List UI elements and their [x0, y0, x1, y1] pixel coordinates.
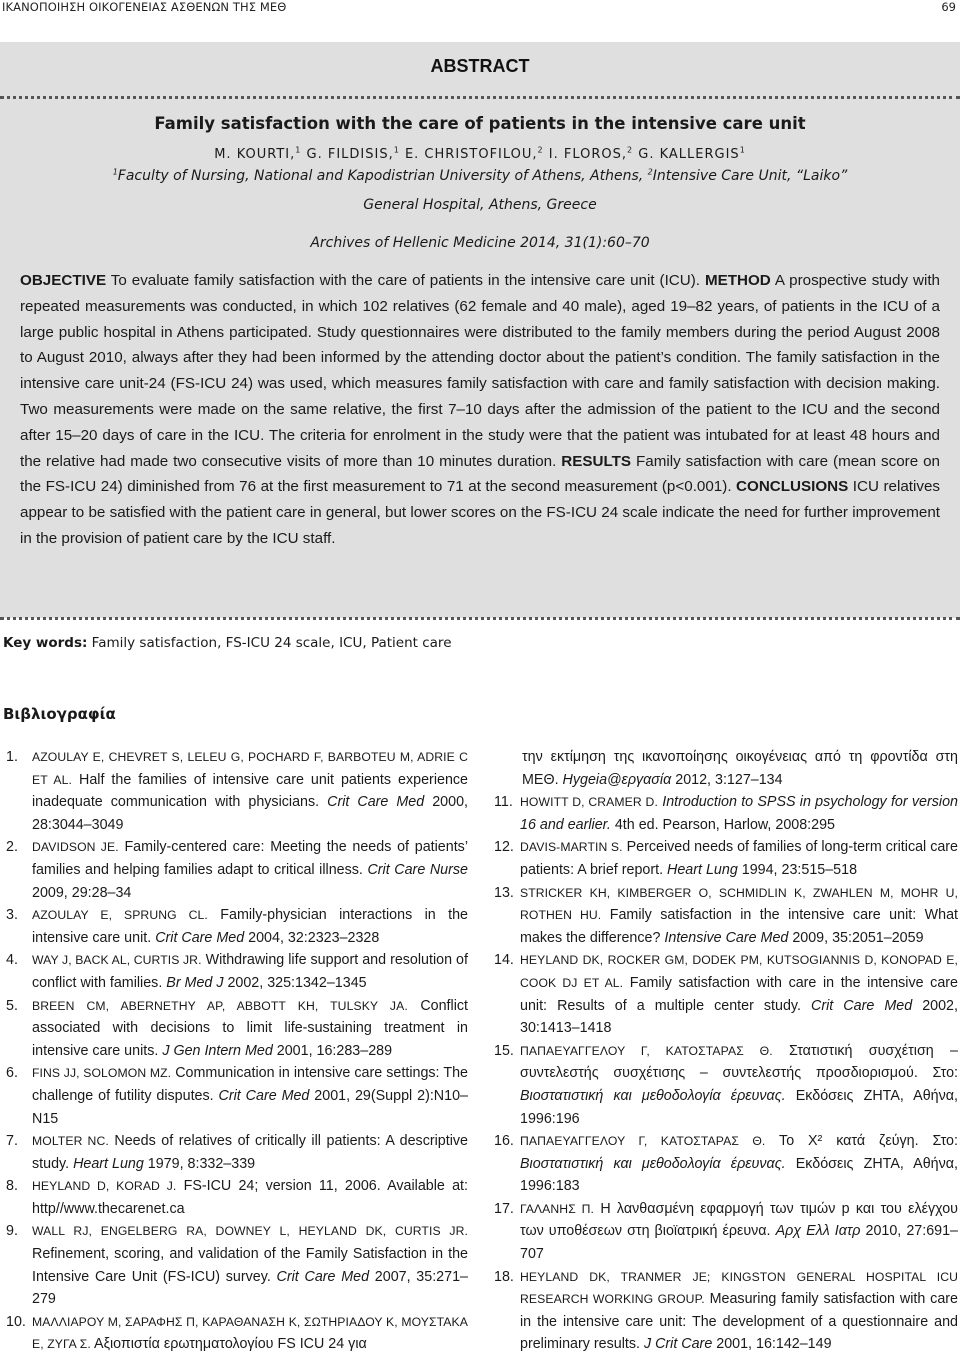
reference-number: 11. [494, 794, 513, 811]
reference-item [6, 995, 468, 1063]
results-label: RESULTS [561, 452, 632, 470]
reference-number: 8. [6, 1178, 18, 1195]
reference-text: Στατιστική συσχέτιση – συντελεστής συσχέτισης – συντελεστής προσδιορισμού. Στο: [520, 1042, 958, 1082]
reference-authors: DAVIS-MARTIN S. [520, 840, 623, 855]
dotted-divider-bottom [0, 617, 960, 620]
reference-authors: HEYLAND DK, ROCKER GM, DODEK PM, KUTSOGIANNIS D, KONOPAD E, COOK DJ ET AL. [520, 953, 958, 990]
reference-text: Withdrawing life support and resolution of conflict with families. [32, 952, 468, 991]
reference-text: Communication in intensive care settings: The challenge of futility disputes. [32, 1065, 468, 1104]
reference-item [6, 1175, 468, 1220]
method-label: METHOD [704, 272, 771, 289]
reference-source: J Crit Care [643, 1336, 713, 1353]
page-number: 69 [941, 0, 956, 14]
reference-text: Refinement, scoring, and validation of the Family Satisfaction in the Intensive Care Unit (FS-ICU) survey. [32, 1246, 468, 1285]
reference-source: Br Med J [166, 974, 224, 991]
reference-source: Introduction to SPSS in psychology for version 16 and earlier. [520, 794, 958, 833]
objective-label: OBJECTIVE [20, 272, 107, 289]
reference-authors: WAY J, BACK AL, CURTIS JR. [32, 953, 202, 968]
reference-source: Heart Lung [667, 861, 738, 878]
reference-authors: WALL RJ, ENGELBERG RA, DOWNEY L, HEYLAND DK, CURTIS JR. [32, 1224, 468, 1239]
reference-source: Crit Care Med [811, 997, 913, 1014]
reference-number: 10. [6, 1313, 26, 1330]
reference-text: Η λανθασμένη εφαρμογή των τιμών p και του ελέγχου των υποθέσεων στη βιοϊατρική έρευνα. [520, 1200, 959, 1240]
reference-authors: AZOULAY E, SPRUNG CL. [32, 908, 208, 923]
reference-item [494, 791, 958, 836]
reference-text: Needs of relatives of critically ill patients: A descriptive study. [32, 1133, 468, 1172]
reference-authors: ΠΑΠΑΕΥΑΓΓΕΛΟΥ Γ, ΚΑΤΟΣΤΑΡΑΣ Θ. [520, 1134, 766, 1149]
reference-source: Crit Care Med [155, 929, 245, 946]
reference-number: 7. [6, 1133, 18, 1150]
reference-details: Εκδόσεις ΖΗΤΑ, Αθήνα, 1996:183 [520, 1155, 958, 1195]
reference-authors: BREEN CM, ABERNETHY AP, ABBOTT KH, TULSKY JA. [32, 998, 408, 1013]
author: M. KOURTI, [214, 147, 296, 162]
references-right-column [494, 746, 958, 1356]
article-title: Family satisfaction with the care of patients in the intensive care unit [154, 114, 806, 133]
reference-number: 17. [494, 1200, 514, 1217]
reference-item [494, 1040, 958, 1130]
reference-text: Half the families of intensive care unit patients experience inadequate communication with physicians. [32, 771, 468, 811]
reference-details: 2001, 16:142–149 [712, 1336, 832, 1353]
reference-details: 2004, 32:2323–2328 [244, 929, 380, 946]
reference-number: 6. [6, 1065, 18, 1082]
reference-number: 2. [6, 839, 18, 856]
reference-text: FS-ICU 24; version 11, 2006. Available at: http//www.thecarenet.ca [32, 1178, 468, 1217]
reference-text: Family-physician interactions in the intensive care unit. [32, 907, 468, 946]
reference-authors: DAVIDSON JE. [32, 840, 119, 855]
reference-details: 2002, 30:1413–1418 [520, 997, 958, 1037]
reference-authors: ΜΑΛΛΙΑΡΟΥ Μ, ΣΑΡΑΦΗΣ Π, ΚΑΡΑΘΑΝΑΣΗ Κ, ΣΩΤΗΡΙΑΔΟΥ Κ, ΜΟΥΣΤΑΚΑ Ε, ΖΥΓΑ Σ. [32, 1314, 468, 1352]
reference-authors: MOLTER NC. [32, 1134, 109, 1149]
reference-source: Crit Care Med [327, 794, 425, 811]
reference-details: 1994, 23:515–518 [737, 861, 858, 878]
reference-text: Αξιοπιστία ερωτηματολογίου FS ICU 24 για [90, 1336, 367, 1353]
reference-number: 15. [494, 1042, 514, 1059]
reference-item [6, 1062, 468, 1130]
reference-item [494, 836, 958, 881]
reference-number: 1. [6, 749, 18, 765]
reference-number: 9. [6, 1223, 18, 1240]
keywords-label: Key words: [3, 635, 88, 651]
reference-text: Family satisfaction with care in the intensive care unit: Results of a multiple center study. [520, 974, 958, 1014]
reference-details: 2009, 29:28–34 [32, 884, 132, 901]
reference-item [494, 1130, 958, 1198]
reference-10-continuation: την εκτίμηση της ικανοποίησης οικογένειας από τη φροντίδα στη ΜΕΘ. Hygeia@εργασία 2012, 3:127–134 [522, 749, 958, 788]
reference-details: 2007, 35:271–279 [32, 1268, 468, 1308]
reference-text: Family satisfaction in the intensive care unit: What makes the difference? [520, 907, 958, 946]
reference-details: 2010, 27:691–707 [520, 1223, 959, 1263]
reference-source: Crit Care Med [218, 1087, 310, 1104]
reference-item [6, 1220, 468, 1310]
affiliations: $^1$Faculty of Nursing, National and Kapodistrian University of Athens, Athens, $^2$Intensive Care Unit, “Laiko” [112, 167, 848, 184]
reference-details: 1979, 8:332–339 [143, 1155, 256, 1172]
reference-number: 18. [494, 1268, 514, 1285]
reference-authors: HEYLAND DK, TRANMER JE; KINGSTON GENERAL HOSPITAL ICU RESEARCH WORKING GROUP. [520, 1269, 958, 1307]
reference-details: 4th ed. Pearson, Harlow, 2008:295 [610, 816, 836, 833]
reference-item [6, 1130, 468, 1175]
reference-authors: FINS JJ, SOLOMON MZ. [32, 1066, 172, 1081]
reference-source: Heart Lung [73, 1155, 144, 1172]
reference-source: Crit Care Med [276, 1268, 370, 1285]
author-list: M. KOURTI,$^1$ G. FILDISIS,$^1$ E. CHRISTOFILOU,$^2$ I. FLOROS,$^2$ G. KALLERGIS$^1$ [214, 145, 746, 162]
reference-item [494, 882, 958, 950]
author: G. FILDISIS, [306, 147, 394, 162]
reference-item [6, 836, 468, 904]
reference-source: J Gen Intern Med [162, 1042, 273, 1059]
reference-text: Το Χ² κατά ζεύγη. Στο: [765, 1133, 958, 1150]
reference-details: 2000, 28:3044–3049 [32, 794, 468, 833]
reference-number: 14. [494, 952, 514, 969]
reference-details: 2001, 29(Suppl 2):N10–N15 [32, 1087, 468, 1127]
reference-authors: ΠΑΠΑΕΥΑΓΓΕΛΟΥ Γ, ΚΑΤΟΣΤΑΡΑΣ Θ. [520, 1043, 773, 1058]
reference-number: 4. [6, 952, 18, 969]
reference-item [6, 746, 468, 836]
references-heading: Βιβλιογραφία [3, 705, 116, 723]
reference-details: 2009, 35:2051–2059 [788, 929, 924, 946]
reference-text: Perceived needs of families of long-term critical care patients: A brief report. [520, 839, 959, 878]
reference-item [6, 949, 468, 994]
reference-authors: AZOULAY E, CHEVRET S, LELEU G, POCHARD F, BARBOTEU M, ADRIE C ET AL. [32, 750, 468, 787]
reference-number: 13. [494, 884, 514, 901]
reference-source: Αρχ Ελλ Ιατρ [775, 1223, 861, 1240]
reference-number: 12. [494, 839, 514, 856]
reference-text: Family-centered care: Meeting the needs of patients’ families and helping families adapt to critical illness. [32, 839, 468, 878]
author: G. KALLERGIS [638, 147, 740, 162]
reference-item [494, 1266, 958, 1356]
reference-source: Crit Care Nurse [367, 861, 468, 878]
references-left-column [6, 746, 468, 1356]
reference-authors: HOWITT D, CRAMER D. [520, 795, 658, 810]
reference-source: Βιοστατιστική και μεθοδολογία έρευνας. [520, 1155, 786, 1172]
reference-text: Measuring family satisfaction with care in the intensive care unit: The development of a questionnaire and preliminary results. [520, 1291, 958, 1353]
author: E. CHRISTOFILOU, [404, 147, 538, 162]
running-header [0, 0, 960, 14]
reference-details: Εκδόσεις ΖΗΤΑ, Αθήνα, 1996:196 [520, 1087, 958, 1127]
reference-number: 3. [6, 907, 18, 924]
reference-source: Intensive Care Med [664, 929, 789, 946]
journal-citation: Archives of Hellenic Medicine 2014, 31(1):60–70 [310, 235, 650, 251]
running-title: ΙΚΑΝΟΠΟΙΗΣΗ ΟΙΚΟΓΕΝΕΙΑΣ ΑΣΘΕΝΩΝ ΤΗΣ ΜΕΘ [2, 0, 287, 14]
reference-number: 16. [494, 1133, 514, 1150]
abstract-body: OBJECTIVE To evaluate family satisfaction with the care of patients in the intensive care unit (ICU). METHOD A prospective study with repeated measurements was conducted, in which 102 relatives (62 female and 40 male), aged 19–82 years, of patients in the ICU of a large public hospital in Athens participated. Study questionnaires were distributed to the family members during the period August 2008 to August 2010, always after they had been informed by the attending doctor about the patient’s condition. The family satisfaction in the intensive care unit-24 (FS-ICU 24) was used, which measures family satisfaction with care and family satisfaction with decision making. Two measurements were made on the same relative, the first 7–10 days after the admission of the patient to the ICU and the second after 15–20 days of care in the ICU. The criteria for enrolment in the study were that the patient was intubated for at least 48 hours and the relative had made two consecutive visits of more than 10 minutes duration. RESULTS Family satisfaction with care (mean score on the FS-ICU 24) diminished from 76 at the first measurement to 71 at the second measurement (p<0.001). CONCLUSIONS ICU relatives appear to be satisfied with the patient care in general, but lower scores on the FS-ICU 24 scale indicate the need for further improvement in the provision of patient care by the ICU staff. [20, 272, 940, 547]
keywords: Key words: Family satisfaction, FS-ICU 24 scale, ICU, Patient care [3, 635, 452, 651]
reference-text: Conflict associated with decisions to limit life-sustaining treatment in intensive care units. [32, 997, 468, 1059]
reference-details: 2002, 325:1342–1345 [223, 974, 367, 991]
reference-authors: ΓΑΛΑΝΗΣ Π. [520, 1201, 595, 1216]
abstract-heading: ABSTRACT [430, 56, 530, 76]
author: I. FLOROS, [548, 147, 628, 162]
reference-details: 2001, 16:283–289 [272, 1042, 393, 1059]
reference-authors: STRICKER KH, KIMBERGER O, SCHMIDLIN K, ZWAHLEN M, MOHR U, ROTHEN HU. [520, 885, 958, 923]
reference-item [6, 904, 468, 949]
reference-source: Βιοστατιστική και μεθοδολογία έρευνας. [520, 1087, 786, 1104]
conclusions-label: CONCLUSIONS [736, 478, 849, 496]
dotted-divider-top [0, 96, 960, 99]
reference-item [6, 1311, 468, 1356]
reference-item [494, 1198, 958, 1266]
reference-number: 5. [6, 997, 18, 1014]
reference-item [494, 949, 958, 1039]
reference-authors: HEYLAND D, KORAD J. [32, 1179, 177, 1194]
affiliations-continued: General Hospital, Athens, Greece [363, 197, 597, 213]
